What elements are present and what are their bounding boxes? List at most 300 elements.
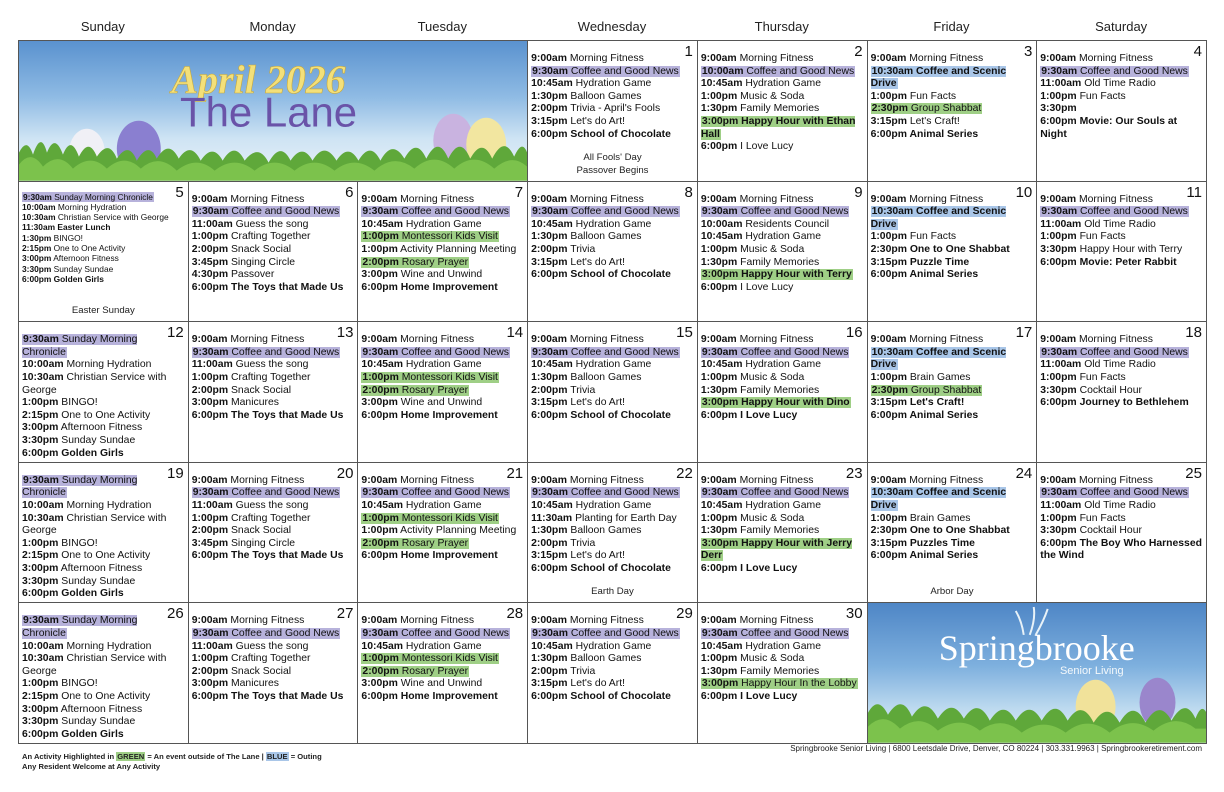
event-title: Crafting Together: [230, 653, 311, 665]
event-item: [22, 397, 185, 410]
event-title: Singing Circle: [230, 537, 296, 549]
event-title: Let's Craft!: [909, 115, 960, 127]
event-item: [871, 257, 1034, 270]
event-title: Hydration Game: [745, 640, 821, 652]
event-time: 6:00pm: [191, 281, 229, 293]
event-item: [701, 475, 864, 488]
event-item: [22, 588, 185, 601]
event-item: [871, 334, 1034, 347]
event-time: 1:30pm: [700, 525, 738, 537]
day-cell: [189, 182, 359, 323]
event-time: 2:00pm: [362, 384, 399, 396]
event-title: Singing Circle: [230, 256, 296, 268]
event-list: [22, 475, 185, 601]
day-number: 30: [845, 605, 863, 623]
event-item: [531, 372, 694, 385]
event-time: 3:00pm: [22, 562, 59, 574]
event-time: 9:30am: [362, 487, 399, 499]
event-item: [22, 253, 185, 263]
event-title: School of Chocolate: [570, 269, 671, 281]
event-title: Morning Fitness: [569, 193, 644, 205]
event-title: BINGO!: [61, 678, 98, 690]
event-title: Coffee and Good News: [231, 346, 340, 358]
event-item: [361, 244, 524, 257]
event-title: Morning Fitness: [1079, 474, 1153, 486]
event-item: [1040, 385, 1203, 398]
event-title: Rosary Prayer: [401, 384, 469, 396]
event-time: 1:00pm: [700, 243, 738, 255]
event-item: [22, 212, 185, 222]
event-list: [361, 475, 524, 563]
event-item: [192, 666, 355, 679]
event-time: 6:00pm: [22, 273, 52, 284]
logo-wordmark: Springbrooke: [938, 628, 1135, 669]
event-title: Let's do Art!: [570, 115, 625, 127]
event-time: 3:00pm: [22, 703, 59, 715]
dow-sunday: Sunday: [80, 19, 125, 34]
event-title: The Toys that Made Us: [230, 281, 344, 293]
event-item: [871, 538, 1034, 551]
event-title: One to One Shabbat: [909, 525, 1010, 537]
event-title: Animal Series: [909, 409, 979, 421]
event-title: Morning Hydration: [66, 359, 152, 371]
legend-green: GREEN: [117, 752, 145, 761]
event-item: [22, 422, 185, 435]
event-title: Animal Series: [909, 269, 979, 281]
event-time: 9:00am: [191, 474, 228, 486]
event-list: [192, 334, 355, 422]
event-item: [22, 704, 185, 717]
event-item: [192, 487, 355, 500]
event-title: Morning Fitness: [569, 474, 644, 486]
event-item: [531, 563, 694, 576]
event-time: 1:00pm: [870, 371, 907, 383]
event-item: [192, 359, 355, 372]
event-title: Sunday Sundae: [61, 716, 136, 728]
event-item: [871, 410, 1034, 423]
event-time: 2:00pm: [531, 537, 568, 549]
event-time: 3:15pm: [870, 256, 907, 268]
event-item: [1040, 257, 1203, 270]
event-item: [192, 334, 355, 347]
event-time: 3:30pm: [22, 575, 59, 587]
event-item: [192, 372, 355, 385]
event-time: 1:00pm: [191, 653, 229, 665]
event-title: Home Improvement: [400, 550, 498, 562]
event-title: Sunday Morning Chronicle: [22, 334, 138, 358]
event-title: Fun Facts: [1079, 512, 1126, 524]
event-time: 9:30am: [1041, 206, 1078, 218]
event-item: [22, 274, 185, 284]
event-time: 9:00am: [1040, 53, 1077, 64]
event-item: [361, 691, 524, 704]
event-item: [22, 475, 185, 500]
event-time: 10:00am: [22, 499, 64, 511]
day-cell: [528, 182, 698, 323]
day-number: 20: [336, 464, 354, 482]
day-cell: [189, 463, 359, 604]
event-time: 9:00am: [191, 615, 228, 627]
event-title: Morning Fitness: [230, 474, 305, 486]
event-time: 6:00pm: [191, 409, 229, 421]
day-cell: [528, 463, 698, 604]
event-item: [701, 269, 864, 282]
event-item: [361, 282, 524, 295]
event-list: [192, 475, 355, 563]
event-time: 10:30am: [871, 65, 914, 77]
event-time: 1:00pm: [362, 512, 399, 524]
event-list: [871, 53, 1034, 141]
event-time: 6:00pm: [700, 281, 738, 293]
event-list: [531, 475, 694, 576]
event-time: 3:45pm: [191, 537, 229, 549]
event-time: 3:00pm: [191, 678, 229, 690]
event-item: [22, 615, 185, 640]
event-time: 1:00pm: [870, 512, 907, 524]
event-time: 10:45am: [361, 359, 404, 371]
day-number: 18: [1185, 324, 1202, 342]
event-time: 1:00pm: [1040, 512, 1077, 524]
event-list: [1040, 475, 1203, 563]
event-item: [701, 525, 864, 538]
event-title: Morning Hydration: [57, 201, 127, 212]
day-number: 5: [175, 183, 184, 201]
event-time: 9:00am: [870, 193, 907, 205]
contact-info: Springbrooke Senior Living | 6800 Leetsdale Drive, Denver, CO 80224 | 303.331.9963 | Springbrookeretirement.com: [790, 744, 1202, 753]
event-item: [871, 269, 1034, 282]
event-title: Coffee and Good News: [401, 206, 509, 218]
day-cell: [528, 41, 698, 182]
event-title: Afternoon Fitness: [60, 562, 143, 574]
event-item: [701, 397, 864, 410]
event-time: 10:45am: [361, 640, 404, 652]
day-number: 2: [854, 43, 863, 60]
event-item: [531, 653, 694, 666]
event-item: [531, 116, 694, 129]
event-time: 9:30am: [532, 206, 568, 218]
event-item: [192, 219, 355, 232]
event-title: Activity Planning Meeting: [400, 243, 517, 255]
event-time: 9:30am: [532, 65, 568, 77]
event-time: 9:30am: [192, 206, 229, 218]
event-time: 9:30am: [23, 474, 59, 486]
day-number: 7: [514, 183, 524, 201]
event-time: 1:00pm: [1040, 90, 1077, 102]
event-item: [22, 243, 185, 253]
event-item: [192, 282, 355, 295]
event-item: [192, 500, 355, 513]
event-title: Morning Fitness: [230, 334, 305, 346]
day-cell: [698, 41, 868, 182]
legend-welcome: Any Resident Welcome at Any Activity: [22, 762, 161, 771]
event-item: [531, 641, 694, 654]
event-title: Christian Service with George: [22, 512, 167, 537]
event-item: [192, 257, 355, 270]
event-title: I Love Lucy: [740, 409, 798, 421]
event-time: 3:30pm: [1040, 525, 1077, 537]
event-item: [701, 103, 864, 116]
event-item: [701, 666, 864, 679]
event-time: 9:00am: [700, 334, 737, 346]
event-time: 6:00pm: [1040, 256, 1077, 268]
event-item: [1040, 91, 1203, 104]
event-title: Manicures: [230, 678, 279, 690]
event-item: [701, 372, 864, 385]
day-cell: [868, 463, 1038, 604]
day-cell: [19, 182, 189, 323]
day-number: 11: [1186, 183, 1202, 201]
day-cell: [358, 463, 528, 604]
event-time: 1:30pm: [700, 384, 738, 396]
day-number: 15: [676, 324, 693, 342]
event-time: 11:00am: [191, 359, 233, 371]
day-number: 3: [1023, 43, 1033, 60]
event-time: 9:00am: [361, 193, 398, 205]
event-title: I Love Lucy: [740, 690, 798, 702]
event-title: Hydration Game: [745, 359, 821, 371]
dow-monday: Monday: [249, 19, 296, 34]
event-time: 9:30am: [532, 487, 568, 499]
event-title: The Toys that Made Us: [230, 550, 344, 562]
event-title: Montessori Kids Visit: [401, 512, 498, 524]
event-item: [192, 385, 355, 398]
event-list: [531, 194, 694, 282]
event-time: 10:45am: [700, 640, 743, 652]
event-item: [361, 269, 524, 282]
event-item: [1040, 334, 1203, 347]
event-time: 10:45am: [700, 359, 743, 371]
event-item: [531, 678, 694, 691]
day-number: 9: [854, 183, 863, 201]
event-item: [871, 550, 1034, 563]
event-title: The Boy Who Harnessed the Wind: [1040, 537, 1202, 562]
event-time: 3:00pm: [22, 422, 59, 434]
event-title: Morning Fitness: [909, 474, 984, 486]
event-list: [192, 194, 355, 295]
event-title: Puzzle Time: [909, 256, 970, 268]
day-number: 16: [845, 324, 863, 342]
day-number: 13: [336, 324, 354, 342]
event-time: 1:00pm: [362, 653, 399, 665]
event-item: [871, 525, 1034, 538]
event-title: Montessori Kids Visit: [401, 231, 498, 243]
event-time: 1:00pm: [870, 231, 907, 243]
event-title: Balloon Games: [570, 653, 642, 665]
event-title: Coffee and Good News: [570, 346, 679, 358]
event-item: [192, 550, 355, 563]
event-item: [361, 410, 524, 423]
event-title: Snack Social: [230, 384, 292, 396]
day-cell: [868, 322, 1038, 463]
event-title: Sunday Sundae: [61, 575, 136, 587]
event-title: Morning Fitness: [569, 615, 644, 627]
day-cell: [698, 463, 868, 604]
event-item: [192, 194, 355, 207]
event-item: [531, 385, 694, 398]
event-title: Sunday Morning Chronicle: [22, 474, 138, 499]
event-item: [531, 550, 694, 563]
event-item: [361, 653, 524, 666]
event-time: 9:00am: [1040, 474, 1077, 486]
event-time: 2:00pm: [531, 103, 568, 115]
event-title: I Love Lucy: [740, 562, 798, 574]
event-item: [22, 435, 185, 448]
event-time: 3:00pm: [361, 397, 398, 409]
event-item: [871, 385, 1034, 398]
event-item: [361, 487, 524, 500]
event-time: 9:30am: [192, 627, 229, 639]
event-item: [1040, 487, 1203, 500]
event-title: Trivia: [570, 665, 596, 677]
event-time: 9:00am: [870, 53, 907, 64]
event-title: Planting for Earth Day: [575, 512, 677, 524]
event-item: [701, 678, 864, 691]
event-item: [701, 628, 864, 641]
event-time: 9:00am: [531, 615, 567, 627]
event-title: One to One Shabbat: [909, 243, 1010, 255]
event-item: [22, 563, 185, 576]
event-time: 6:00pm: [361, 690, 398, 702]
event-title: Hydration Game: [745, 499, 821, 511]
event-time: 2:00pm: [362, 256, 399, 268]
event-time: 2:00pm: [531, 384, 568, 396]
event-list: [701, 194, 864, 295]
event-time: 3:00pm: [701, 269, 739, 281]
event-item: [22, 448, 185, 461]
event-item: [361, 385, 524, 398]
event-title: Rosary Prayer: [401, 665, 469, 677]
event-time: 1:00pm: [700, 653, 738, 665]
event-item: [531, 666, 694, 679]
event-title: Morning Fitness: [400, 193, 475, 205]
event-title: Wine and Unwind: [400, 397, 483, 409]
day-number: 12: [167, 324, 184, 342]
holiday-note: [528, 585, 697, 598]
event-item: [22, 653, 185, 678]
event-title: Morning Fitness: [739, 193, 814, 205]
event-time: 6:00pm: [870, 409, 907, 421]
event-item: [1040, 397, 1203, 410]
event-time: 6:00pm: [361, 550, 398, 562]
event-title: Sunday Sundae: [61, 434, 136, 446]
event-list: [871, 334, 1034, 422]
event-list: [1040, 53, 1203, 141]
event-title: Morning Fitness: [739, 53, 814, 64]
event-item: [361, 666, 524, 679]
event-time: 1:00pm: [22, 678, 59, 690]
event-item: [701, 257, 864, 270]
event-time: 1:00pm: [362, 231, 399, 243]
day-number: 27: [336, 605, 354, 623]
event-title: Coffee and Good News: [570, 487, 679, 499]
event-item: [1040, 500, 1203, 513]
event-time: 11:30am: [531, 512, 573, 524]
event-time: 10:30am: [22, 371, 64, 383]
event-time: 9:30am: [701, 346, 738, 358]
event-item: [22, 538, 185, 551]
event-title: Cocktail Hour: [1079, 525, 1142, 537]
event-item: [701, 385, 864, 398]
event-time: 10:45am: [700, 78, 743, 90]
event-time: 9:30am: [192, 346, 229, 358]
event-title: Happy Hour with Terry: [741, 269, 852, 281]
event-title: Guess the song: [235, 640, 309, 652]
event-time: 1:30pm: [700, 103, 738, 115]
event-item: [22, 334, 185, 359]
event-item: [22, 264, 185, 274]
event-time: 10:00am: [700, 218, 743, 230]
event-time: 6:00pm: [361, 281, 398, 293]
event-item: [361, 500, 524, 513]
event-title: Balloon Games: [570, 525, 642, 537]
event-item: [361, 538, 524, 551]
event-item: [531, 194, 694, 207]
event-item: [701, 334, 864, 347]
event-title: Christian Service with George: [22, 653, 167, 677]
event-time: 9:00am: [700, 474, 737, 486]
event-time: 1:00pm: [22, 537, 59, 549]
event-time: 6:00pm: [1040, 397, 1077, 409]
event-title: Hydration Game: [575, 78, 652, 90]
event-title: Puzzles Time: [909, 537, 975, 549]
event-time: 3:00pm: [701, 115, 739, 127]
event-item: [22, 729, 185, 742]
event-item: [361, 194, 524, 207]
dow-thursday: Thursday: [754, 19, 809, 34]
event-time: 3:00pm: [191, 397, 229, 409]
day-cell: [189, 322, 359, 463]
event-time: 1:00pm: [1040, 231, 1077, 243]
event-title: Fun Facts: [909, 231, 957, 243]
day-cell: [19, 463, 189, 604]
event-title: Morning Fitness: [1079, 193, 1153, 205]
event-title: Crafting Together: [230, 512, 311, 524]
event-item: [531, 219, 694, 232]
event-item: [701, 359, 864, 372]
event-time: 9:30am: [1041, 346, 1078, 358]
event-time: 3:30pm: [22, 716, 59, 728]
event-title: Music & Soda: [740, 90, 805, 102]
event-time: 2:00pm: [362, 665, 399, 677]
event-time: 11:00am: [1040, 218, 1082, 230]
event-title: Coffee and Good News: [570, 206, 679, 218]
event-list: [871, 475, 1034, 563]
event-item: [22, 641, 185, 654]
event-title: Brain Games: [909, 371, 971, 383]
event-title: Crafting Together: [230, 231, 311, 243]
event-time: 6:00pm: [700, 141, 738, 153]
day-cell: [868, 182, 1038, 323]
event-title: Coffee and Good News: [746, 65, 855, 77]
event-time: 9:30am: [23, 615, 59, 627]
event-title: Old Time Radio: [1084, 359, 1156, 371]
event-list: [22, 334, 185, 460]
event-list: [531, 53, 694, 141]
legend-suffix: = Outing: [290, 752, 322, 761]
event-time: 6:00pm: [700, 562, 738, 574]
event-title: Coffee and Good News: [570, 627, 679, 639]
event-time: 10:45am: [531, 359, 573, 371]
event-item: [1040, 525, 1203, 538]
event-item: [531, 244, 694, 257]
event-title: Music & Soda: [740, 653, 805, 665]
event-item: [871, 513, 1034, 526]
event-item: [701, 53, 864, 66]
event-time: 2:00pm: [191, 665, 229, 677]
event-time: 3:15pm: [870, 115, 907, 127]
event-title: Golden Girls: [61, 447, 124, 459]
event-time: 1:00pm: [700, 90, 738, 102]
